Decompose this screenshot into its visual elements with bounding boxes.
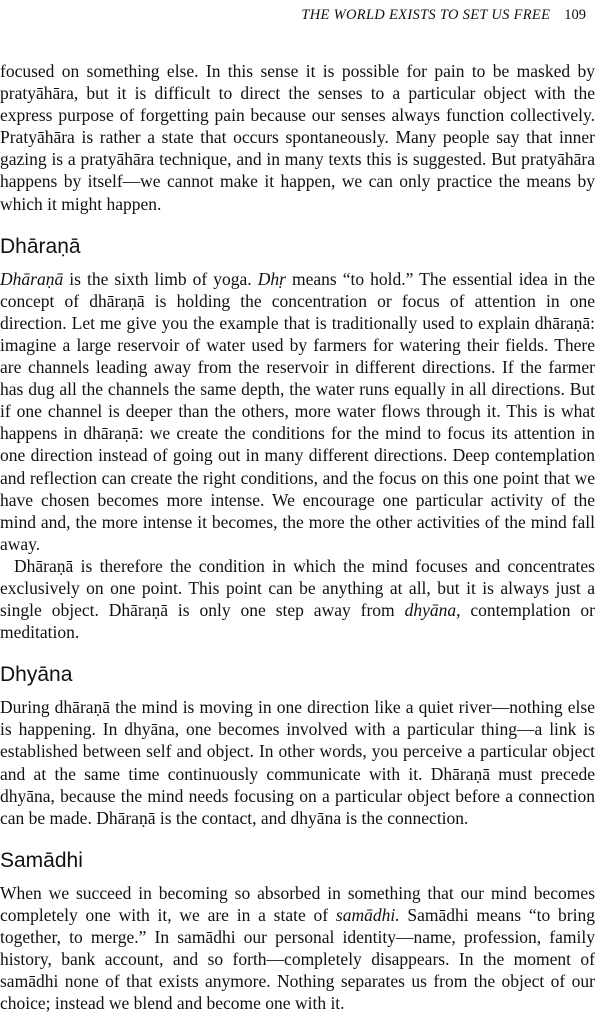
text-segment: means “to hold.” The essential idea in the concept of dhāraṇā is holding the concentration or focus of attention in one direction. Let me give you the example that is traditionally used to explain dhāraṇā: imagine a large reservoir of water used by farmers for watering their fields. There are channels leading away from the reservoir in different directions. If the farmer has dug all the channels the same depth, the water runs equally in all directions. But if one channel is deeper than the others, more water flows through it. This is what happens in dhāraṇā: we create the conditions for the mind to focus its attention in one direction instead of going out in many different directions. Deep contemplation and reflection can create the right conditions, and the focus on this one point that we have chosen becomes more intense. We encourage one particular activity of the mind and, the more intense it becomes, the more the other activities of the mind fall away. <box>0 268 595 554</box>
running-header <box>0 0 600 30</box>
running-title: THE WORLD EXISTS TO SET US FREE <box>301 6 551 23</box>
term-dharana: Dhāraṇā <box>0 268 64 289</box>
paragraph-dharana-2 <box>0 555 595 643</box>
term-dhr: Dhṛ <box>257 268 286 289</box>
heading-samadhi: Samādhi <box>0 848 83 872</box>
body-text <box>0 60 595 1014</box>
term-samadhi: samādhi. <box>335 904 400 925</box>
text-segment: Samādhi means “to bring together, to merge.” In samādhi our personal identity—name, profession, family history, bank account, and so forth—completely disappears. In the moment of samādhi none of that exists anymore. Nothing separates us from the object of our choice; instead we blend and become one with it. <box>0 904 595 1014</box>
term-dhyana: dhyāna, <box>404 600 461 621</box>
heading-dharana: Dhāraṇā <box>0 234 81 258</box>
paragraph-samadhi <box>0 882 595 1015</box>
text-segment: Dhāraṇā is therefore the condition in which the mind focuses and concentrates exclusively on one point. This point can be anything at all, but it is always just a single object. Dhāraṇā is only one step away from <box>0 555 595 621</box>
heading-dhyana: Dhyāna <box>0 663 73 687</box>
text-segment: When we succeed in becoming so absorbed in something that our mind becomes completely one with it, we are in a state of <box>0 882 595 925</box>
paragraph-dharana-1 <box>0 268 595 555</box>
text-segment: is the sixth limb of yoga. <box>63 268 258 289</box>
paragraph-pratyahara: focused on something else. In this sense it is possible for pain to be masked by pratyāhāra, but it is difficult to direct the senses to a particular object with the express purpose of forgetting pain because our senses always function collectively. Pratyāhāra is rather a state that occurs spontaneously. Many people say that inner gazing is a pratyāhāra technique, and in many texts this is suggested. But pratyāhāra happens by itself—we cannot make it happen, we can only practice the means by which it might happen. <box>0 61 595 214</box>
page-number: 109 <box>564 6 586 23</box>
text-segment: contemplation or meditation. <box>0 600 595 643</box>
paragraph-dhyana: During dhāraṇā the mind is moving in one direction like a quiet river—nothing else is happening. In dhyāna, one becomes involved with a particular thing—a link is established between self and object. In other words, you perceive a particular object and at the same time continuously communicate with it. Dhāraṇā must precede dhyāna, because the mind needs focusing on a particular object before a connection can be made. Dhāraṇā is the contact, and dhyāna is the connection. <box>0 697 595 828</box>
